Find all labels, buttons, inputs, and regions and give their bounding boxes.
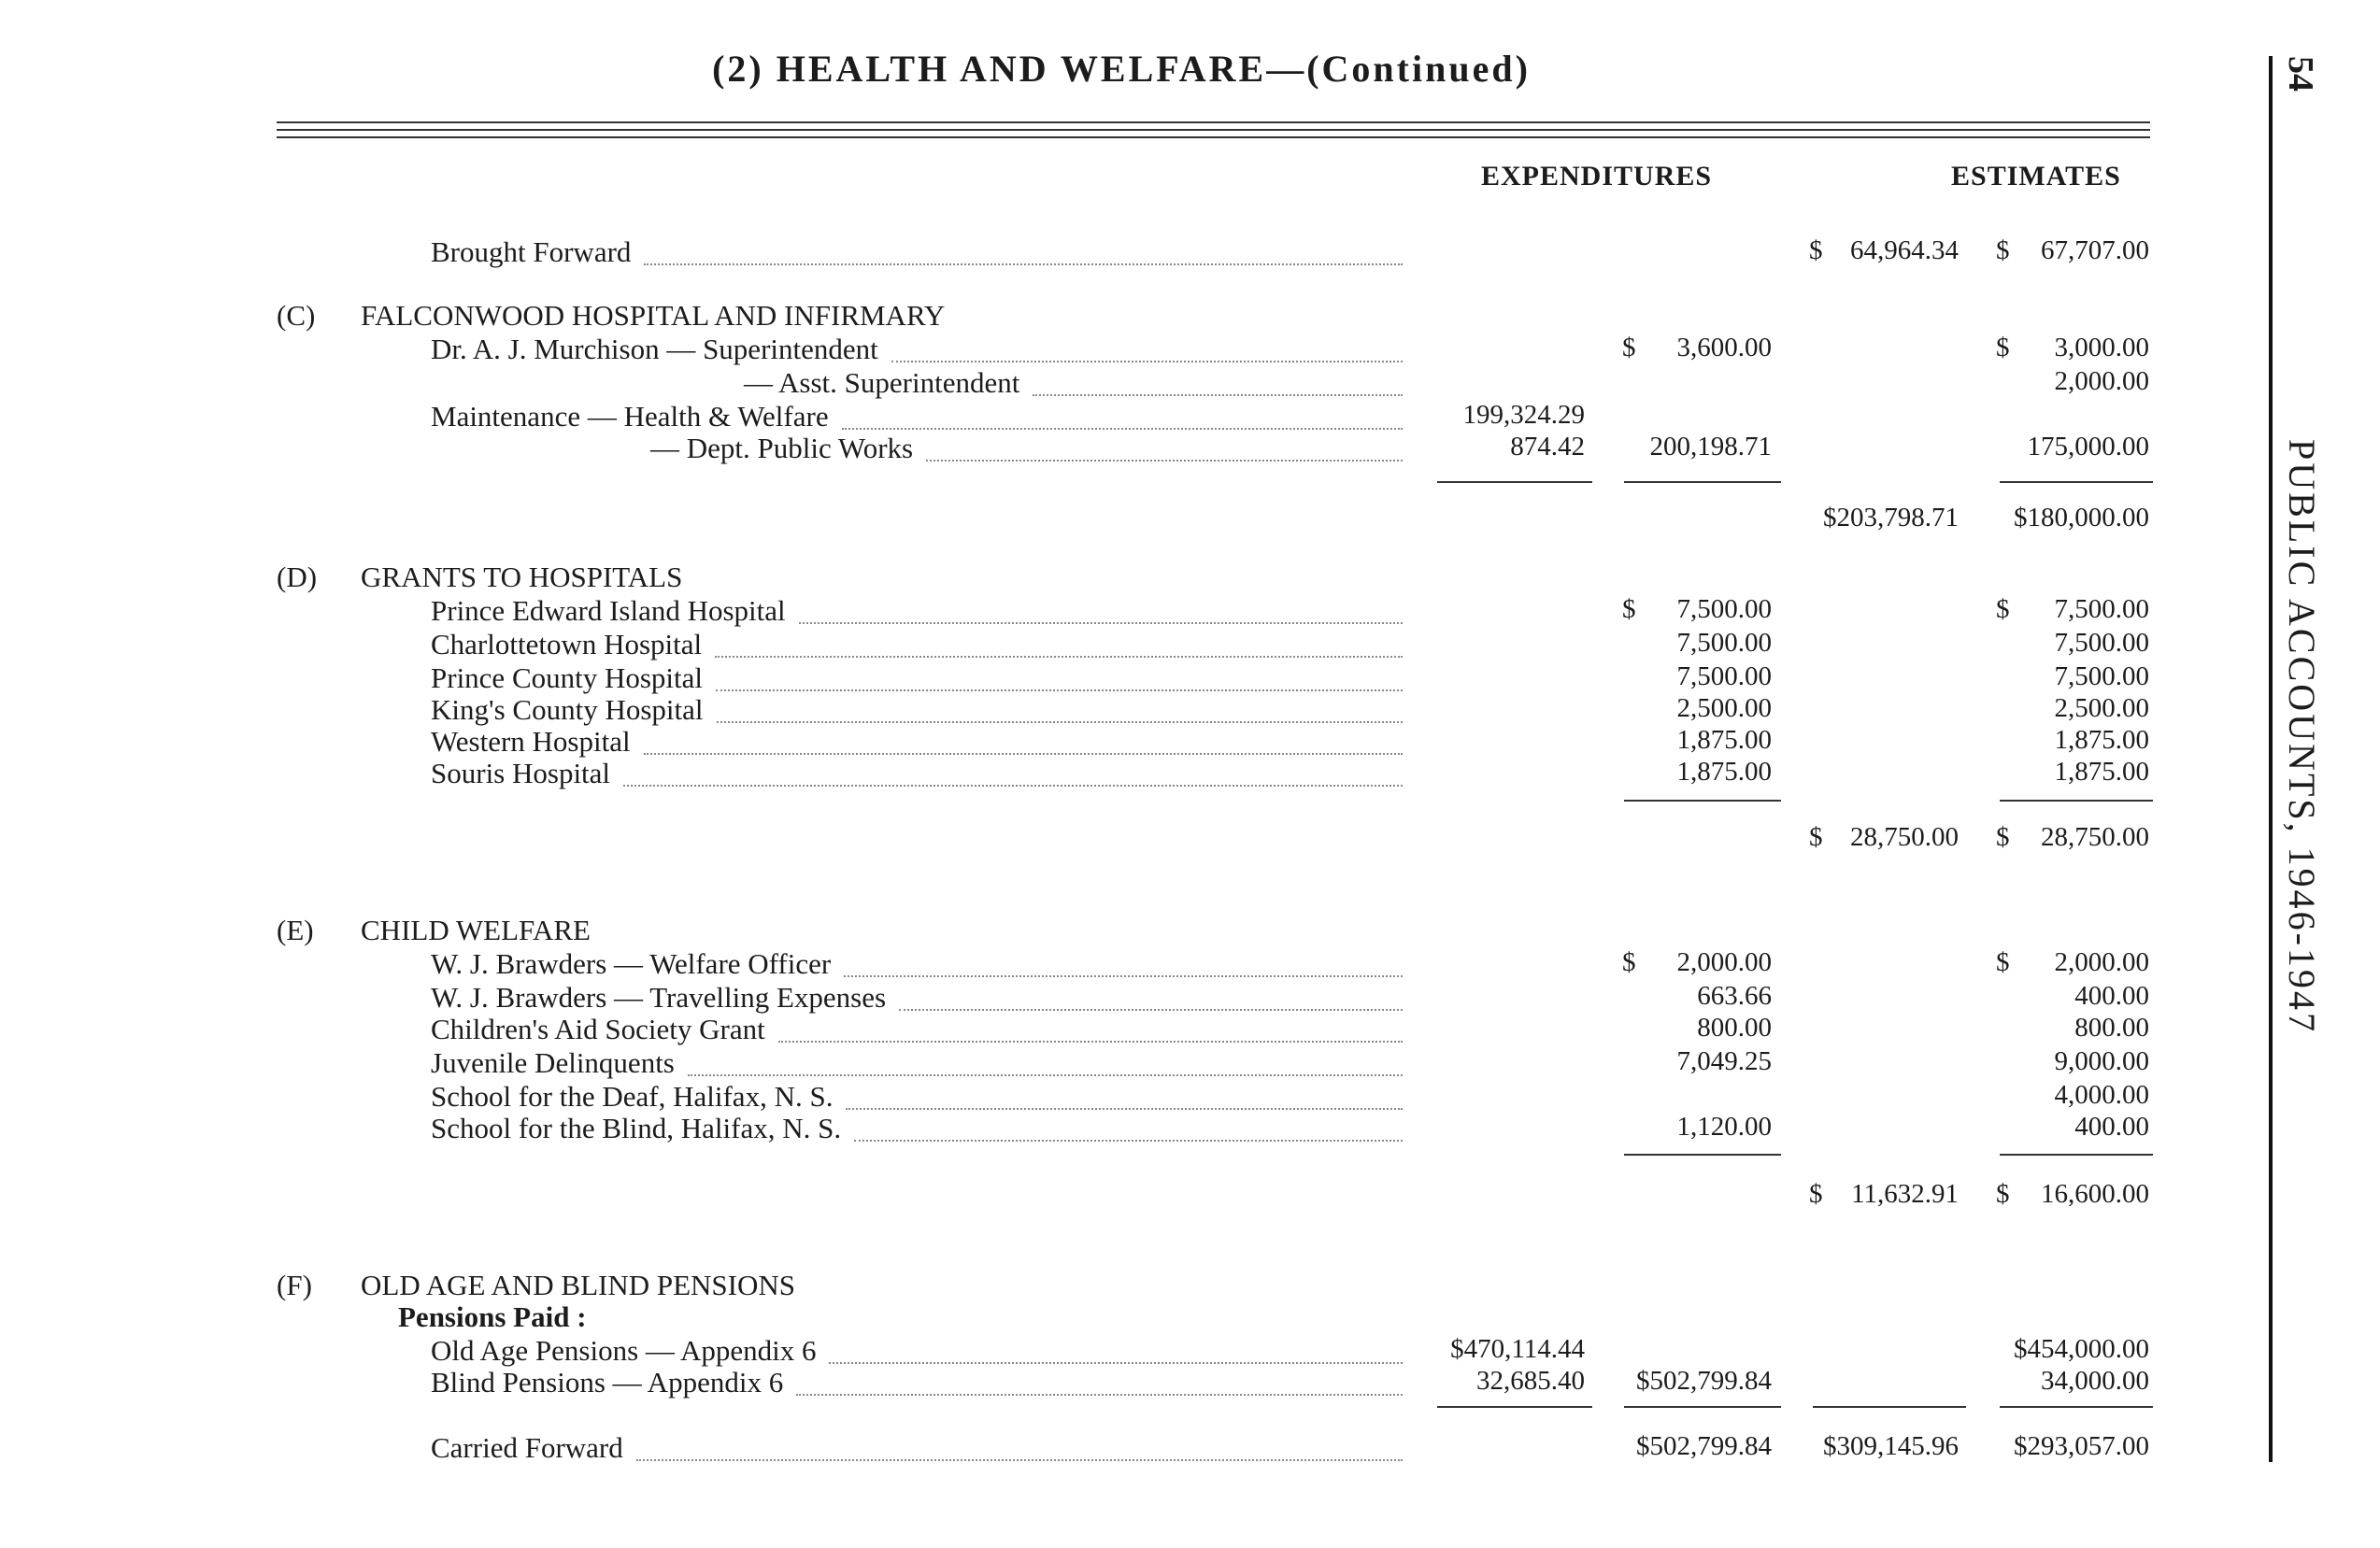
dot-leader [799,594,1403,624]
ledger-row [277,822,2155,859]
ledger-row [277,1431,2155,1469]
amount-c3: $ 64,964.34 [1809,235,1959,265]
ledger-row [277,1046,2155,1084]
line-item-label: Blind Pensions — Appendix 6 [431,1366,784,1399]
amount-c4: 400.00 [2074,981,2149,1011]
dot-leader [846,1080,1403,1110]
section-heading: GRANTS TO HOSPITALS [361,561,683,593]
amount-c2: 663.66 [1697,981,1772,1011]
line-item-label: King's County Hospital [431,693,704,726]
amount-c4: 1,875.00 [2054,757,2149,787]
amount-c2: 1,120.00 [1676,1112,1772,1142]
section-code: (C) [277,299,316,332]
amount-c2: 7,500.00 [1676,661,1772,691]
amount-c2: $ 7,500.00 [1622,594,1772,624]
dot-leader [796,1366,1403,1396]
amount-c1: 874.42 [1510,432,1585,462]
dot-leader [715,628,1403,658]
amount-c4: 7,500.00 [2054,661,2149,691]
amount-c2: $502,799.84 [1636,1366,1772,1396]
dot-leader [842,400,1403,430]
ledger-row [277,1366,2155,1403]
amount-c1: 199,324.29 [1462,400,1585,430]
amount-c4: 400.00 [2074,1112,2149,1142]
amount-c3: $ 28,750.00 [1809,822,1959,852]
line-item-label: School for the Blind, Halifax, N. S. [431,1112,842,1144]
amount-c1: 32,685.40 [1476,1366,1585,1396]
dot-leader [717,693,1404,723]
amount-c2: $ 2,000.00 [1622,947,1772,977]
amount-c3: $203,798.71 [1823,503,1959,533]
amount-c4: 2,500.00 [2054,693,2149,723]
amount-c4: 175,000.00 [2027,432,2149,462]
line-item-label: School for the Deaf, Halifax, N. S. [431,1080,834,1113]
amount-c4: 2,000.00 [2054,366,2149,396]
header-rule-middle [277,129,2150,131]
amount-c2: $ 3,600.00 [1622,333,1772,362]
section-heading: OLD AGE AND BLIND PENSIONS [361,1269,796,1301]
line-item-label: W. J. Brawders — Welfare Officer [431,947,832,980]
amount-c4: $ 2,000.00 [1996,947,2149,977]
amount-c4: $ 3,000.00 [1996,333,2149,362]
amount-c4: 7,500.00 [2054,628,2149,658]
section-heading: FALCONWOOD HOSPITAL AND INFIRMARY [361,299,946,332]
ledger-row [277,1300,2155,1338]
amount-c1: $470,114.44 [1450,1334,1585,1364]
amount-c2: 7,049.25 [1676,1046,1772,1076]
dot-leader [716,661,1403,691]
amount-c4: $ 16,600.00 [1996,1179,2149,1209]
side-title: PUBLIC ACCOUNTS, 1946-1947 [2281,439,2323,1034]
amount-c4: $293,057.00 [2014,1431,2149,1461]
ledger-row [277,235,2155,273]
line-item-label: Charlottetown Hospital [431,628,703,660]
line-item-label: Old Age Pensions — Appendix 6 [431,1334,817,1367]
line-item-label: Prince Edward Island Hospital [431,594,786,627]
dot-leader [899,981,1403,1011]
header-rule-top [277,121,2150,123]
ledger-row [277,757,2155,794]
ledger-row [277,1179,2155,1216]
amount-c2: 800.00 [1697,1013,1772,1043]
amount-c4: 1,875.00 [2054,725,2149,755]
section-code: (F) [277,1269,312,1301]
dot-leader [688,1046,1403,1076]
ledger-row [277,1013,2155,1050]
subtotal-rule [2000,481,2153,483]
line-item-label: Prince County Hospital [431,661,704,694]
amount-c4: $454,000.00 [2014,1334,2149,1364]
line-item-label: Pensions Paid : [398,1300,587,1333]
section-heading: CHILD WELFARE [361,914,591,946]
ledger-row [277,914,2155,951]
amount-c4: 800.00 [2074,1013,2149,1043]
ledger-row [277,299,2155,336]
side-bar [2269,56,2273,1462]
dot-leader [644,725,1403,755]
subtotal-rule [1624,481,1781,483]
header-rule-bottom [277,136,2150,138]
section-code: (E) [277,914,314,946]
amount-c4: 34,000.00 [2041,1366,2149,1396]
amount-c4: $180,000.00 [2014,503,2149,533]
dot-leader [854,1112,1403,1142]
ledger-row [277,947,2155,985]
line-item-label: Souris Hospital [431,757,611,789]
ledger-row [277,333,2155,370]
amount-c4: $ 7,500.00 [1996,594,2149,624]
subtotal-rule [2000,800,2153,802]
line-item-label: Carried Forward [431,1431,623,1464]
ledger-row [277,1112,2155,1149]
amount-c4: 4,000.00 [2054,1080,2149,1110]
subtotal-rule [1813,1406,1966,1408]
ledger-row [277,594,2155,632]
line-item-label: W. J. Brawders — Travelling Expenses [431,981,887,1014]
expenditures-heading: EXPENDITURES [1481,161,1713,192]
dot-leader [623,757,1403,787]
line-item-label: Western Hospital [431,725,631,758]
amount-c2: 200,198.71 [1649,432,1772,462]
dot-leader [844,947,1403,977]
dot-leader [1033,366,1403,396]
ledger-row [277,503,2155,540]
dot-leader [778,1013,1403,1043]
subtotal-rule [2000,1154,2153,1156]
dot-leader [926,432,1403,462]
amount-c4: $ 67,707.00 [1996,235,2149,265]
amount-c2: 1,875.00 [1676,725,1772,755]
line-item-label: — Asst. Superintendent [744,366,1020,399]
ledger-row [277,432,2155,469]
subtotal-rule [1437,481,1592,483]
subtotal-rule [2000,1406,2153,1408]
dot-leader [829,1334,1403,1364]
estimates-heading: ESTIMATES [1951,161,2121,192]
amount-c2: 2,500.00 [1676,693,1772,723]
line-item-label: Maintenance — Health & Welfare [431,400,829,433]
page-number: 54 [2281,56,2320,92]
dot-leader [891,333,1403,362]
amount-c4: $ 28,750.00 [1996,822,2149,852]
amount-c3: $ 11,632.91 [1809,1179,1959,1209]
subtotal-rule [1624,800,1781,802]
ledger-row [277,628,2155,665]
subtotal-rule [1624,1154,1781,1156]
dot-leader [644,235,1403,265]
amount-c2: 7,500.00 [1676,628,1772,658]
amount-c4: 9,000.00 [2054,1046,2149,1076]
line-item-label: Children's Aid Society Grant [431,1013,765,1045]
ledger-row [277,366,2155,404]
page-title: (2) HEALTH AND WELFARE—(Continued) [712,48,1531,90]
line-item-label: — Dept. Public Works [650,432,914,464]
amount-c3: $309,145.96 [1823,1431,1959,1461]
amount-c2: $502,799.84 [1636,1431,1772,1461]
line-item-label: Dr. A. J. Murchison — Superintendent [431,333,878,365]
line-item-label: Brought Forward [431,235,632,268]
subtotal-rule [1624,1406,1781,1408]
line-item-label: Juvenile Delinquents [431,1046,675,1079]
subtotal-rule [1437,1406,1592,1408]
dot-leader [636,1431,1403,1461]
ledger-row [277,561,2155,598]
amount-c2: 1,875.00 [1676,757,1772,787]
section-code: (D) [277,561,318,593]
